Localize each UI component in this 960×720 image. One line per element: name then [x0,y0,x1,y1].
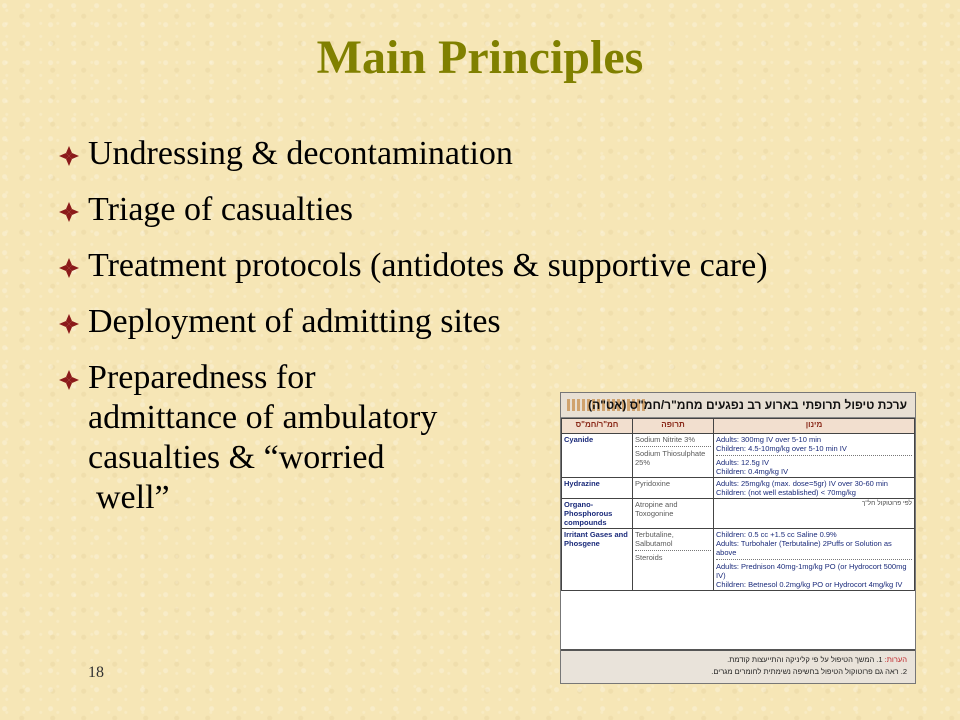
drug-cell: Pyridoxine [633,478,714,499]
protocol-table [561,418,915,591]
bullet-text-line: casualties & “worried [88,439,385,476]
dosing-line: Children: 0.4mg/kg IV [716,467,789,476]
protocol-notes [561,649,915,683]
dosing-cell [714,434,915,478]
bullet-item [58,134,768,174]
bullet-text: Undressing & decontamination [88,135,513,172]
column-header: מינון [714,419,915,434]
diamond-bullet-icon [58,313,80,335]
dosing-line: Adults: Turbohaler (Terbutaline) 2Puffs or Solution as above [716,539,892,557]
dosing-cell [714,478,915,499]
dosing-cell [714,529,915,591]
table-row [562,529,915,591]
bullet-item [58,190,768,230]
drug-name: Steroids [635,550,711,562]
table-row [562,478,915,499]
dosing-line: Children: 4.5-10mg/kg over 5-10 min IV [716,444,847,453]
diamond-bullet-icon [58,145,80,167]
dosing-line: Adults: 12.5g IV [716,455,912,467]
diamond-bullet-icon [58,201,80,223]
agent-cell: Irritant Gases and Phosgene [562,529,633,591]
dosing-line: לפי פרוטוקול חל"ך [861,500,912,507]
protocol-banner [561,393,915,418]
bullet-text: Deployment of admitting sites [88,303,501,340]
dosing-cell [714,499,915,529]
drug-name: Sodium Thiosulphate 25% [635,446,711,467]
drug-name: Terbutaline, Salbutamol [635,530,674,548]
protocol-table-image [560,392,916,684]
drug-cell [633,529,714,591]
dosing-line: Children: 0.5 cc +1.5 cc Saline 0.9% [716,530,837,539]
drug-cell [633,434,714,478]
agent-cell: Hydrazine [562,478,633,499]
bullet-text-line: admittance of ambulatory [88,399,438,436]
slide-title: Main Principles [316,31,644,84]
dosing-line: Adults: Prednison 40mg-1mg/kg PO (or Hydrocort 500mg IV) [716,559,912,580]
protocol-heading: ערכת טיפול תרופתי בארוע רב נפגעים מחמ"ר/חמ"ס (אט"ה) [588,398,907,412]
notes-label: הערות: [884,655,907,664]
table-header-row [562,419,915,434]
bullet-text: Triage of casualties [88,191,354,228]
bullet-text-line: well” [96,479,170,516]
dosing-line: Adults: 300mg IV over 5-10 min [716,435,822,444]
table-row [562,434,915,478]
bullet-item [58,302,768,342]
bullet-text-line: Preparedness for [88,359,316,396]
page-number: 18 [88,664,104,681]
diamond-bullet-icon [58,369,80,391]
dosing-line: Children: Betnesol 0.2mg/kg PO or Hydrocort 4mg/kg IV [716,580,903,589]
dosing-line: Children: (not well established) < 70mg/kg [716,488,856,497]
table-row [562,499,915,529]
diamond-bullet-icon [58,257,80,279]
bullet-text: Treatment protocols (antidotes & supportive care) [88,247,768,284]
agent-cell: Organo-Phosphorous compounds [562,499,633,529]
drug-name: Sodium Nitrite 3% [635,435,696,444]
agent-cell: Cyanide [562,434,633,478]
dosing-line: Adults: 25mg/kg (max. dose=5gr) IV over 30-60 min [716,479,888,488]
bullet-item [58,246,768,286]
drug-cell: Atropine and Toxogonine [633,499,714,529]
column-header: תרופה [633,419,714,434]
note-line: 2. ראה גם פרוטוקול הטיפול בחשיפה נשימתית לחומרים מגרים. [711,667,907,676]
note-line: 1. המשך הטיפול על פי קליניקה והתייעצות קודמת. [727,655,883,664]
column-header: חמ"ר/חמ"ס [562,419,633,434]
